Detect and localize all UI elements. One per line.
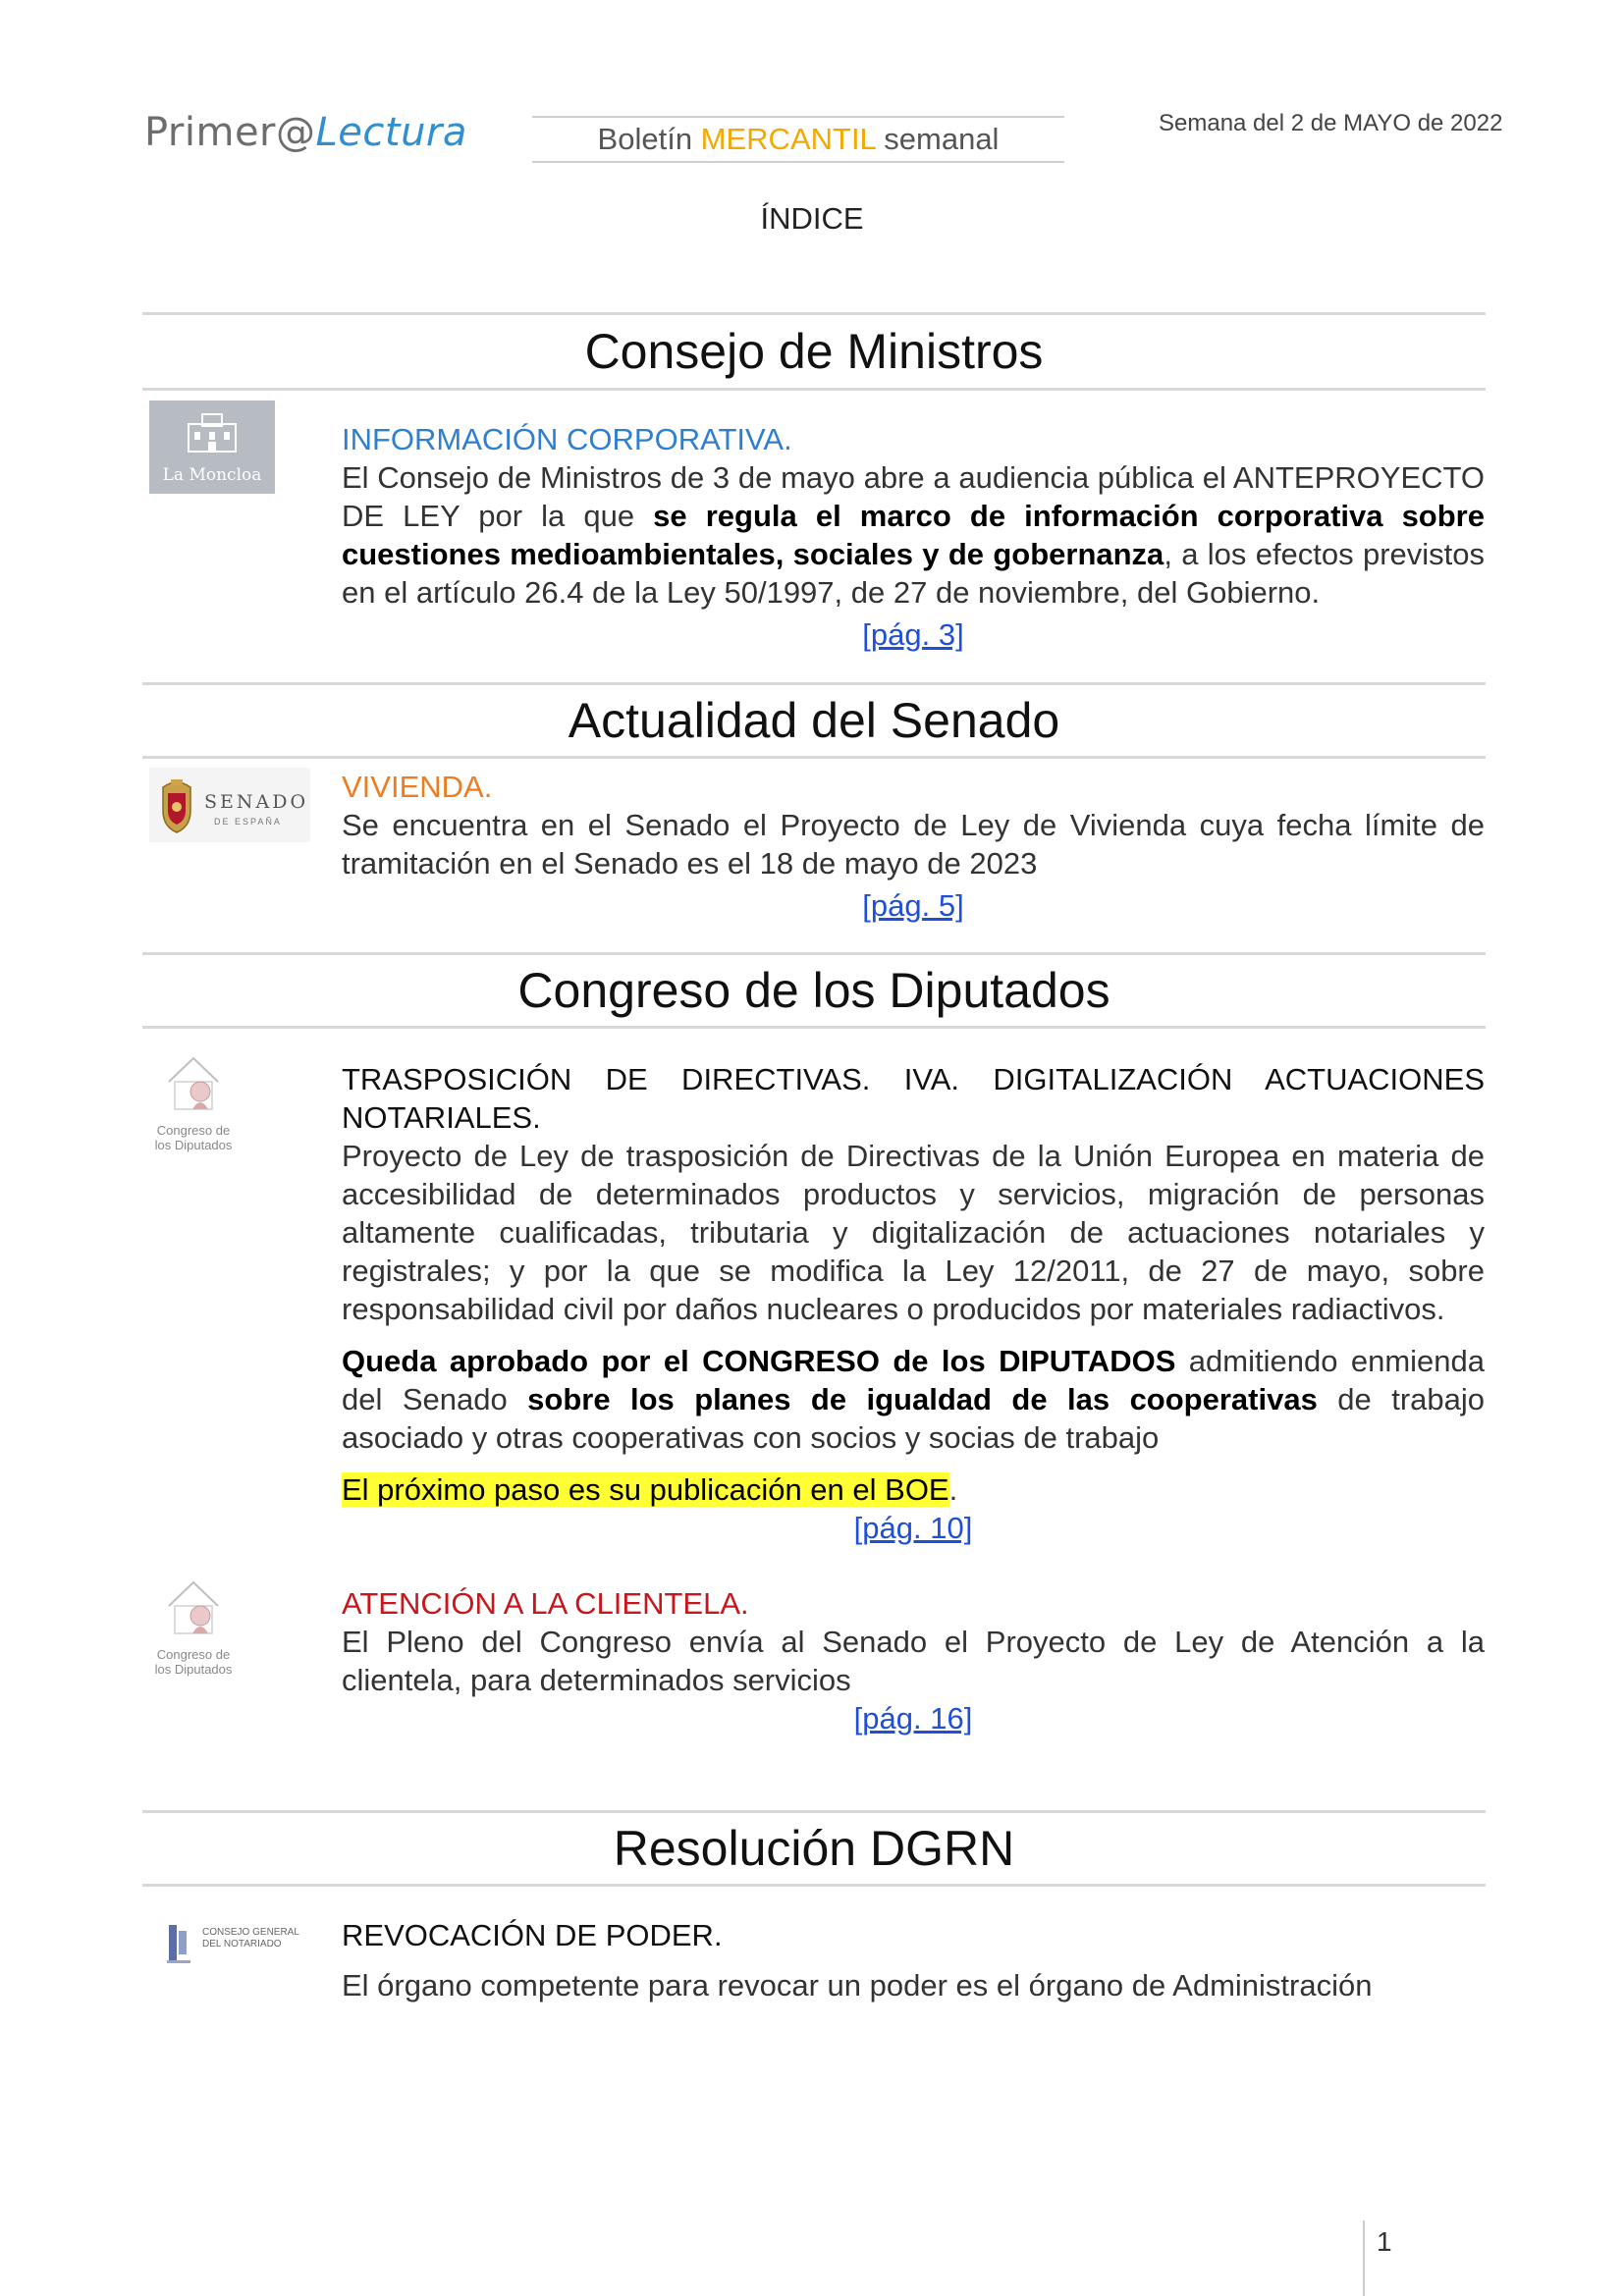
entry-body-text: El Consejo de Ministros de 3 de mayo abre a audiencia pública el ANTEPROYECTO DE LEY por la que bbox=[342, 460, 1485, 533]
senado-logo-text: SENADO bbox=[204, 791, 309, 813]
bulletin-post: semanal bbox=[875, 122, 1000, 156]
page-link[interactable]: [pág. 16] bbox=[853, 1701, 973, 1735]
senado-logo bbox=[149, 768, 310, 842]
congreso-logo-line-1: Congreso de bbox=[156, 1647, 231, 1662]
week-label: Semana del 2 de MAYO de 2022 bbox=[1159, 110, 1503, 136]
index-title: ÍNDICE bbox=[760, 201, 864, 236]
notariado-emblem-icon bbox=[165, 1921, 194, 1966]
congreso-logo-2 bbox=[149, 1576, 238, 1686]
entry-title: ATENCIÓN A LA CLIENTELA. bbox=[342, 1586, 749, 1621]
approval-bold-1: Queda aprobado por el CONGRESO de los DIPUTADOS bbox=[342, 1344, 1176, 1378]
approval-text-1: admitiendo enmienda del Senado bbox=[342, 1344, 1485, 1416]
crest-icon bbox=[157, 775, 196, 834]
congreso-logo-line-2: los Diputados bbox=[154, 1662, 233, 1677]
entry-body: El Pleno del Congreso envía al Senado el Proyecto de Ley de Atención a la clientela, para determinados servicios bbox=[342, 1625, 1485, 1697]
bulletin-pre: Boletín bbox=[597, 122, 701, 156]
entry-revocacion-poder bbox=[342, 1916, 1485, 2004]
entry-title: REVOCACIÓN DE PODER. bbox=[342, 1918, 723, 1952]
brand-primary: Primer@ bbox=[144, 110, 316, 155]
section-heading-senado: Actualidad del Senado bbox=[142, 682, 1486, 759]
entry-vivienda bbox=[342, 768, 1485, 925]
congress-building-icon bbox=[163, 1052, 224, 1115]
entry-body: Proyecto de Ley de trasposición de Directivas de la Unión Europea en materia de accesibilidad de determinados productos y servicios, migración de personas altamente cualificadas, tributaria y digitalización de actuaciones notariales y registrales; y por la que se modifica la Ley 12/2011, de 27 de mayo, sobre responsabilidad civil por daños nucleares o producidos por materiales radiactivos. bbox=[342, 1139, 1485, 1326]
entry-title: VIVIENDA. bbox=[342, 770, 493, 804]
entry-title: INFORMACIÓN CORPORATIVA. bbox=[342, 422, 792, 456]
entry-trasposicion-directivas bbox=[342, 1060, 1485, 1547]
building-icon bbox=[185, 410, 240, 454]
entry-next-step bbox=[342, 1470, 1485, 1509]
notariado-logo-line-1: CONSEJO GENERAL bbox=[202, 1927, 299, 1938]
next-step-end: . bbox=[948, 1472, 958, 1507]
congreso-logo-line-2: los Diputados bbox=[154, 1138, 233, 1152]
entry-informacion-corporativa bbox=[342, 420, 1485, 654]
page-link[interactable]: [pág. 3] bbox=[862, 617, 964, 652]
congreso-logo-text bbox=[149, 1123, 238, 1152]
congreso-logo-line-1: Congreso de bbox=[156, 1123, 231, 1138]
senado-logo-sub: DE ESPAÑA bbox=[214, 817, 282, 827]
approval-bold-2: sobre los planes de igualdad de las cooperativas bbox=[527, 1382, 1318, 1416]
bulletin-title bbox=[532, 116, 1064, 163]
brand-accent: Lectura bbox=[315, 110, 467, 155]
page-number-divider bbox=[1363, 2220, 1365, 2296]
entry-body: El órgano competente para revocar un poder es el órgano de Administración bbox=[342, 1968, 1373, 2002]
congress-building-icon bbox=[163, 1576, 224, 1639]
moncloa-logo-text: La Moncloa bbox=[162, 465, 262, 485]
entry-body-bold: se regula el marco de información corporativa sobre cuestiones medioambientales, sociales y de gobernanza bbox=[342, 499, 1485, 571]
notariado-logo bbox=[165, 1921, 312, 1970]
page-link[interactable]: [pág. 10] bbox=[853, 1511, 973, 1545]
section-heading-dgrn: Resolución DGRN bbox=[142, 1810, 1486, 1887]
next-step-highlight: El próximo paso es su publicación en el BOE bbox=[342, 1472, 949, 1507]
page-link[interactable]: [pág. 5] bbox=[862, 888, 964, 923]
notariado-logo-line-2: DEL NOTARIADO bbox=[202, 1939, 282, 1949]
page-number: 1 bbox=[1377, 2226, 1392, 2257]
brand-logo bbox=[144, 110, 467, 155]
notariado-logo-text bbox=[202, 1927, 299, 1950]
entry-body-text-2: , a los efectos previstos en el artículo 26.4 de la Ley 50/1997, de 27 de noviembre, del Gobierno. bbox=[342, 537, 1485, 610]
entry-title: TRASPOSICIÓN DE DIRECTIVAS. IVA. DIGITALIZACIÓN ACTUACIONES NOTARIALES. bbox=[342, 1062, 1485, 1135]
entry-body: Se encuentra en el Senado el Proyecto de Ley de Vivienda cuya fecha límite de tramitación en el Senado es el 18 de mayo de 2023 bbox=[342, 808, 1485, 881]
approval-text-2: de trabajo asociado y otras cooperativas con socios y socias de trabajo bbox=[342, 1382, 1485, 1455]
congreso-logo-text bbox=[149, 1647, 238, 1677]
entry-body bbox=[342, 458, 1485, 612]
entry-atencion-clientela bbox=[342, 1584, 1485, 1737]
entry-approval bbox=[342, 1342, 1485, 1457]
section-heading-congreso: Congreso de los Diputados bbox=[142, 952, 1486, 1029]
bulletin-highlight: MERCANTIL bbox=[700, 122, 876, 156]
congreso-logo bbox=[149, 1052, 238, 1162]
section-heading-consejo: Consejo de Ministros bbox=[142, 312, 1486, 391]
moncloa-logo bbox=[149, 400, 275, 494]
